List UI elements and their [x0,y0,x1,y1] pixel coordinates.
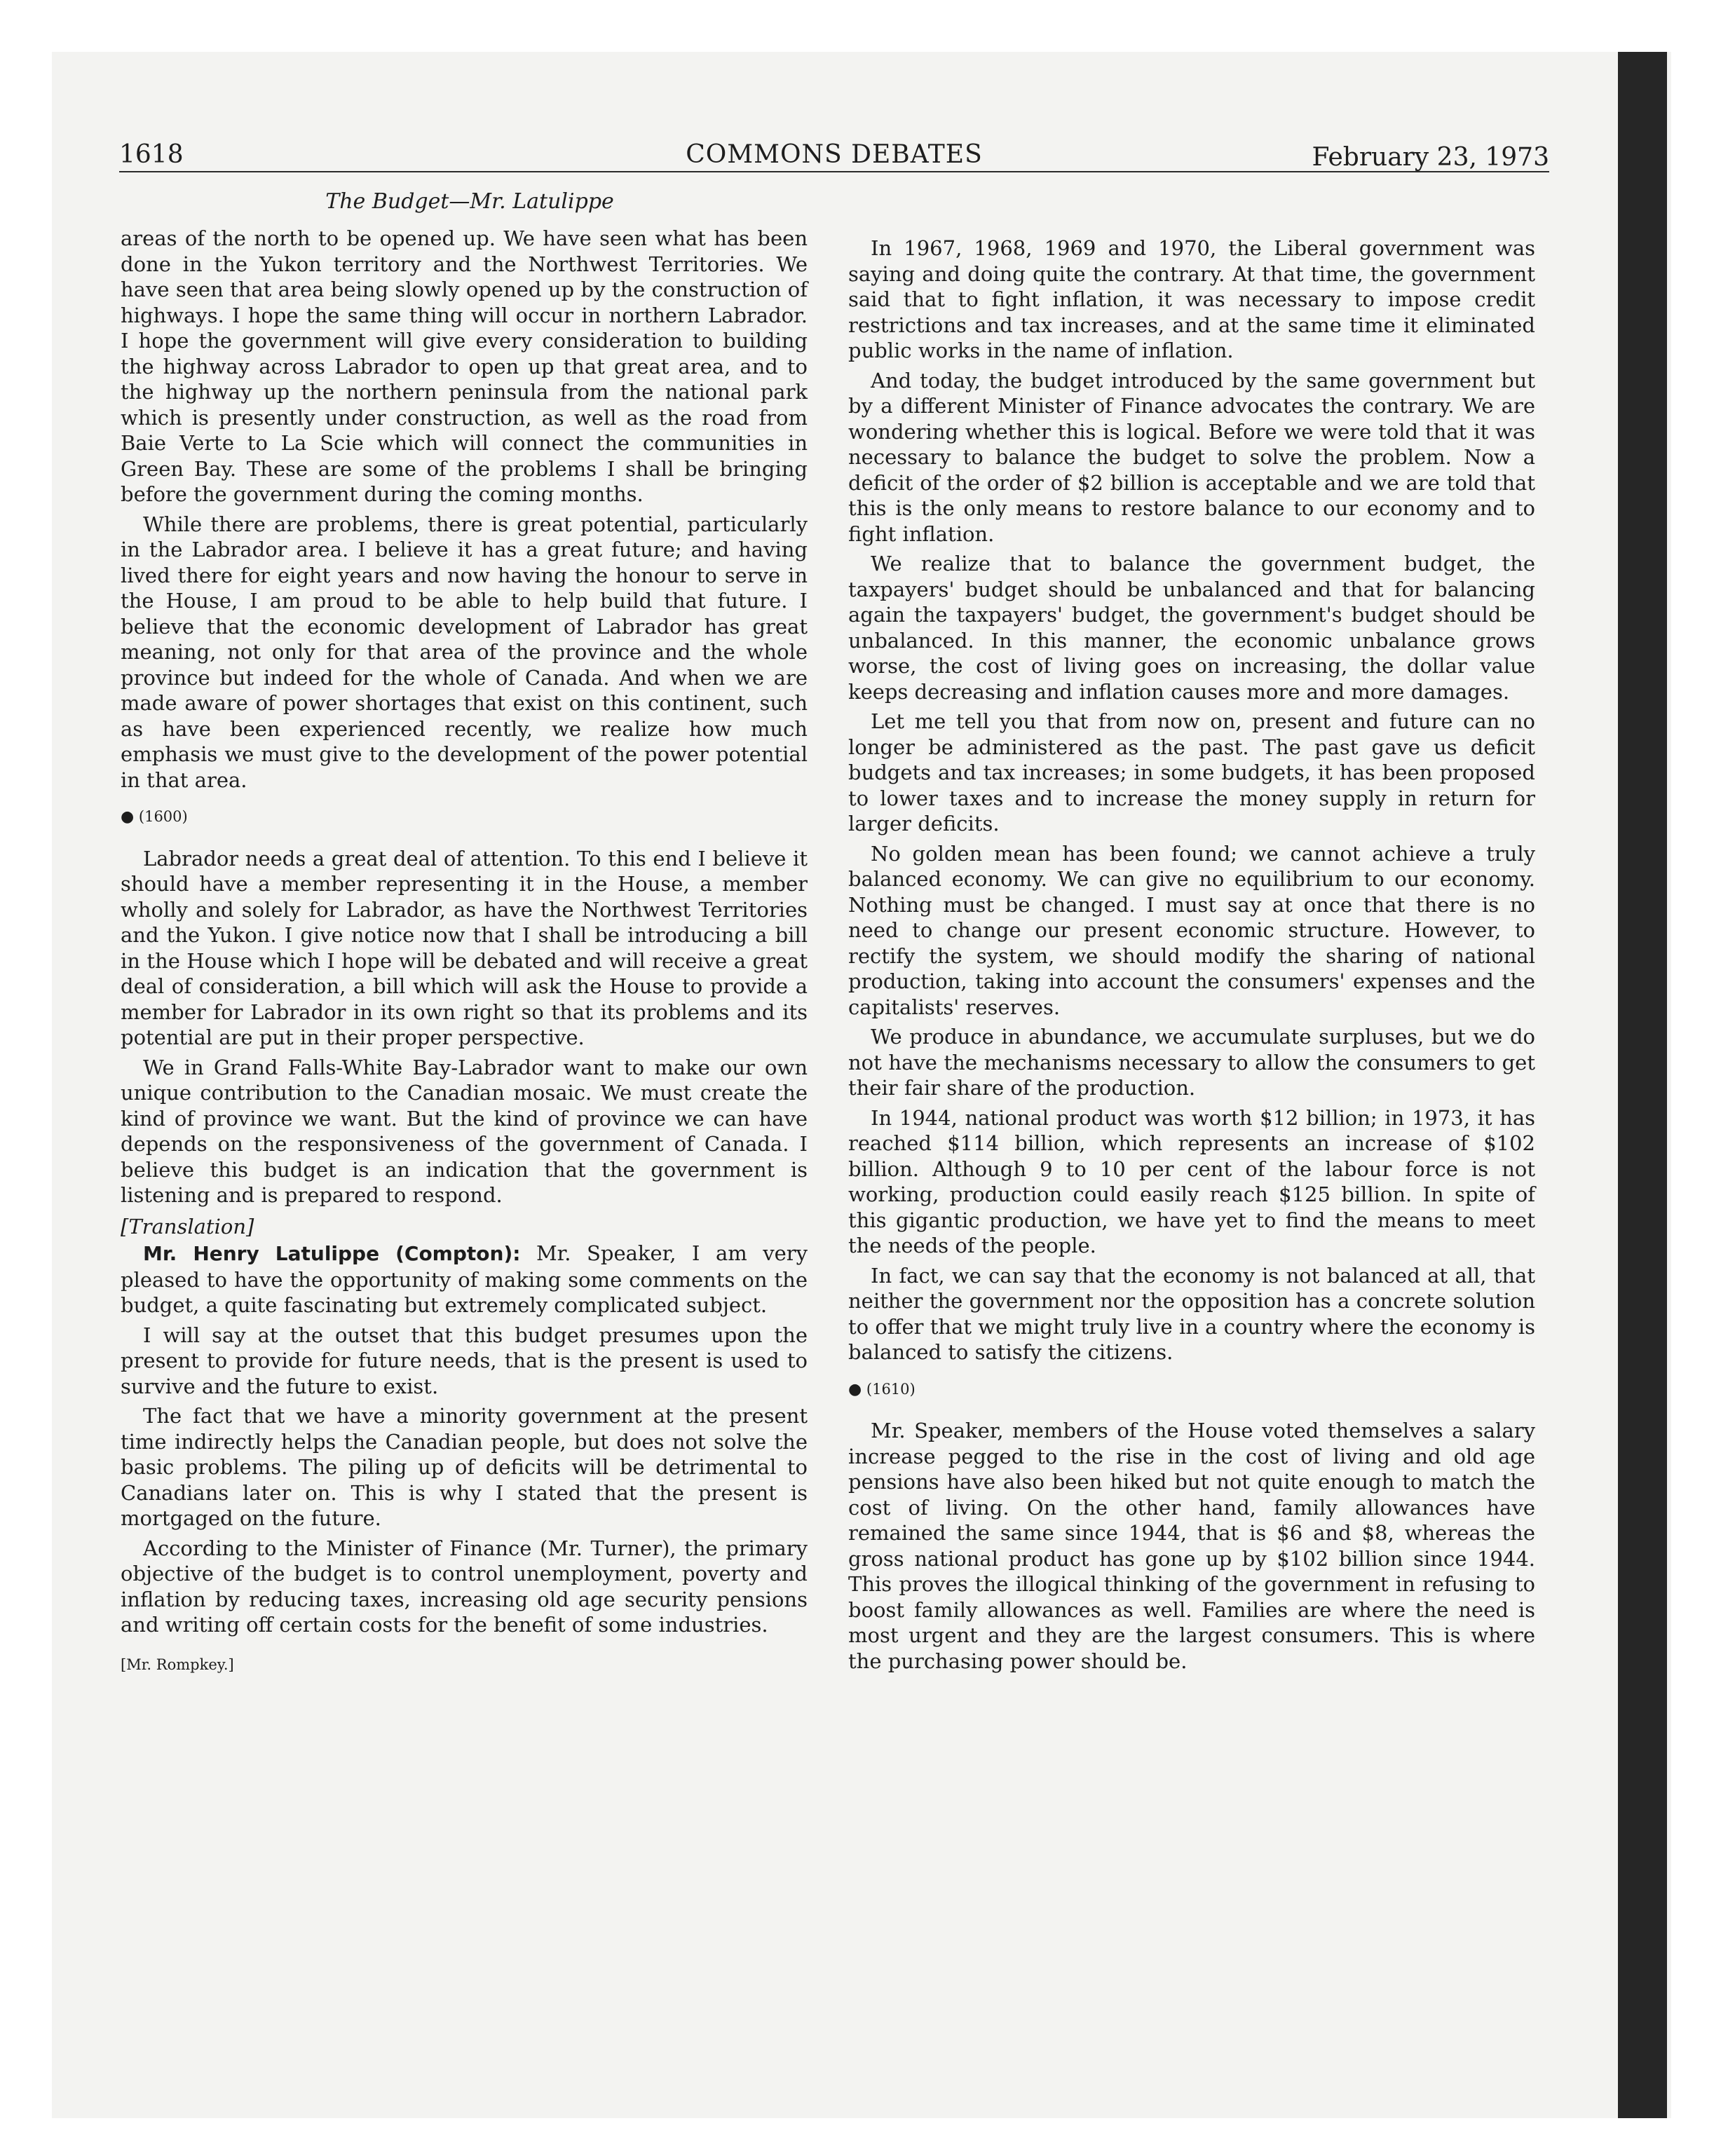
paragraph: In 1944, national product was worth $12 billion; in 1973, it has reached $114 billion, which represents an increase of $102 billion. Although 9 to 10 per cent of the labour force is not working, production could easily reach $125 billion. In spite of this gigantic production, we have yet to find the means to meet the needs of the people. [848,1105,1535,1257]
section-label: [Translation] [121,1214,254,1239]
right-column [848,236,1535,1678]
time-marker-label: (1600) [138,808,188,825]
paragraph: Mr. Speaker, members of the House voted themselves a salary increase pegged to the rise in the cost of living and old age pensions have also been hiked but not quite enough to match the cost of living. On the other hand, family allowances have remained the same since 1944, that is $6 and $8, whereas the gross national product has gone up by $102 billion since 1944. This proves the illogical thinking of the government in refusing to boost family allowances as well. Families are where the need is most urgent and they are the largest consumers. This is where the purchasing power should be. [848,1419,1535,1673]
paragraph: No golden mean has been found; we cannot achieve a truly balanced economy. We can give no equilibrium to our economy. Nothing must be changed. I must say at once that there is no need to change our present economic structure. However, to rectify the system, we should modify the sharing of national production, taking into account the consumers' expenses and the capitalists' reserves. [848,841,1535,1019]
time-marker [121,804,808,831]
journal-title: COMMONS DEBATES [686,140,983,169]
paragraph: The fact that we have a minority government at the present time indirectly helps the Canadian people, but does not solve the basic problems. The piling up of deficits will be detrimental to Canadians later on. This is why I stated that the present is mortgaged on the future. [121,1404,808,1530]
paragraph: In 1967, 1968, 1969 and 1970, the Liberal government was saying and doing quite the contrary. At that time, the government said that to fight inflation, it was necessary to impose credit restrictions and tax increases, and at the same time it eliminated public works in the name of inflation. [848,236,1535,362]
paragraph: According to the Minister of Finance (Mr. Turner), the primary objective of the budget is to control unemployment, poverty and inflation by reducing taxes, increasing old age security pensions and writing off certain costs for the benefit of some industries. [121,1536,808,1637]
paragraph: Let me tell you that from now on, present and future can no longer be administered as the past. The past gave us deficit budgets and tax increases; in some budgets, it has been proposed to lower taxes and to increase the money supply in return for larger deficits. [848,709,1535,835]
paragraph: I will say at the outset that this budget presumes upon the present to provide for future needs, that is the present is used to survive and the future to exist. [121,1323,808,1398]
paragraph: We in Grand Falls-White Bay-Labrador want to make our own unique contribution to the Canadian mosaic. We must create the kind of province we want. But the kind of province we can have depends on the responsiveness of the government of Canada. I believe this budget is an indication that the government is listening and is prepared to respond. [121,1055,808,1207]
bullet-icon: ● [121,808,135,826]
scan-edge-shadow [1618,52,1667,2118]
page-date: February 23, 1973 [1312,143,1549,172]
paragraph: And today, the budget introduced by the same government but by a different Minister of Finance advocates the contrary. We are wondering whether this is logical. Before we were told that it was necessary to balance the budget to solve the problem. Now a deficit of the order of $2 billion is acceptable and we are told that this is the only means to restore balance to our economy and to fight inflation. [848,368,1535,546]
speech-text: Mr. Speaker, I am very pleased to have the opportunity of making some comments on the budget, a quite fascinating but extremely complicated subject. [121,1241,808,1317]
running-head: The Budget—Mr. Latulippe [325,189,614,214]
page-header [119,140,1549,172]
speech-paragraph [121,1241,808,1318]
paragraph: In fact, we can say that the economy is not balanced at all, that neither the government nor the opposition has a concrete solution to offer that we might truly live in a country where the economy is balanced to satisfy the citizens. [848,1263,1535,1364]
time-marker-label: (1610) [866,1380,916,1398]
paragraph: Labrador needs a great deal of attention. To this end I believe it should have a member representing it in the House, a member wholly and solely for Labrador, as have the Northwest Territories and the Yukon. I give notice now that I shall be introducing a bill in the House which I hope will be debated and will receive a great deal of consideration, a bill which will ask the House to provide a member for Labrador in its own right so that its problems and its potential are put in their proper perspective. [121,846,808,1049]
paragraph: While there are problems, there is great potential, particularly in the Labrador area. I believe it has a great future; and having lived there for eight years and now having the honour to serve in the House, I am proud to be able to help build that future. I believe that the economic development of Labrador has great meaning, not only for that area of the province and the whole province but indeed for the whole of Canada. And when we are made aware of power shortages that exist on this continent, such as have been experienced recently, we realize how much emphasis we must give to the development of the power potential in that area. [121,512,808,792]
bullet-icon: ● [848,1380,862,1398]
page-number: 1618 [119,140,184,169]
speaker-name: Mr. Henry Latulippe (Compton): [143,1242,521,1265]
attribution: [Mr. Rompkey.] [121,1656,234,1673]
time-marker [848,1377,1535,1403]
paragraph: We realize that to balance the government budget, the taxpayers' budget should be unbalanced and that for balancing again the taxpayers' budget, the government's budget should be unbalanced. In this manner, the economic unbalance grows worse, the cost of living goes on increasing, the dollar value keeps decreasing and inflation causes more and more damages. [848,552,1535,704]
paragraph: We produce in abundance, we accumulate surpluses, but we do not have the mechanisms necessary to allow the consumers to get their fair share of the production. [848,1025,1535,1100]
paragraph: areas of the north to be opened up. We have seen what has been done in the Yukon territory and the Northwest Territories. We have seen that area being slowly opened up by the construction of highways. I hope the same thing will occur in northern Labrador. I hope the government will give every consideration to building the highway across Labrador to open up that great area, and to the highway up the northern peninsula from the national park which is presently under construction, as well as the road from Baie Verte to La Scie which will connect the communities in Green Bay. These are some of the problems I shall be bringing before the government during the coming months. [121,226,808,506]
left-column [121,226,808,1677]
